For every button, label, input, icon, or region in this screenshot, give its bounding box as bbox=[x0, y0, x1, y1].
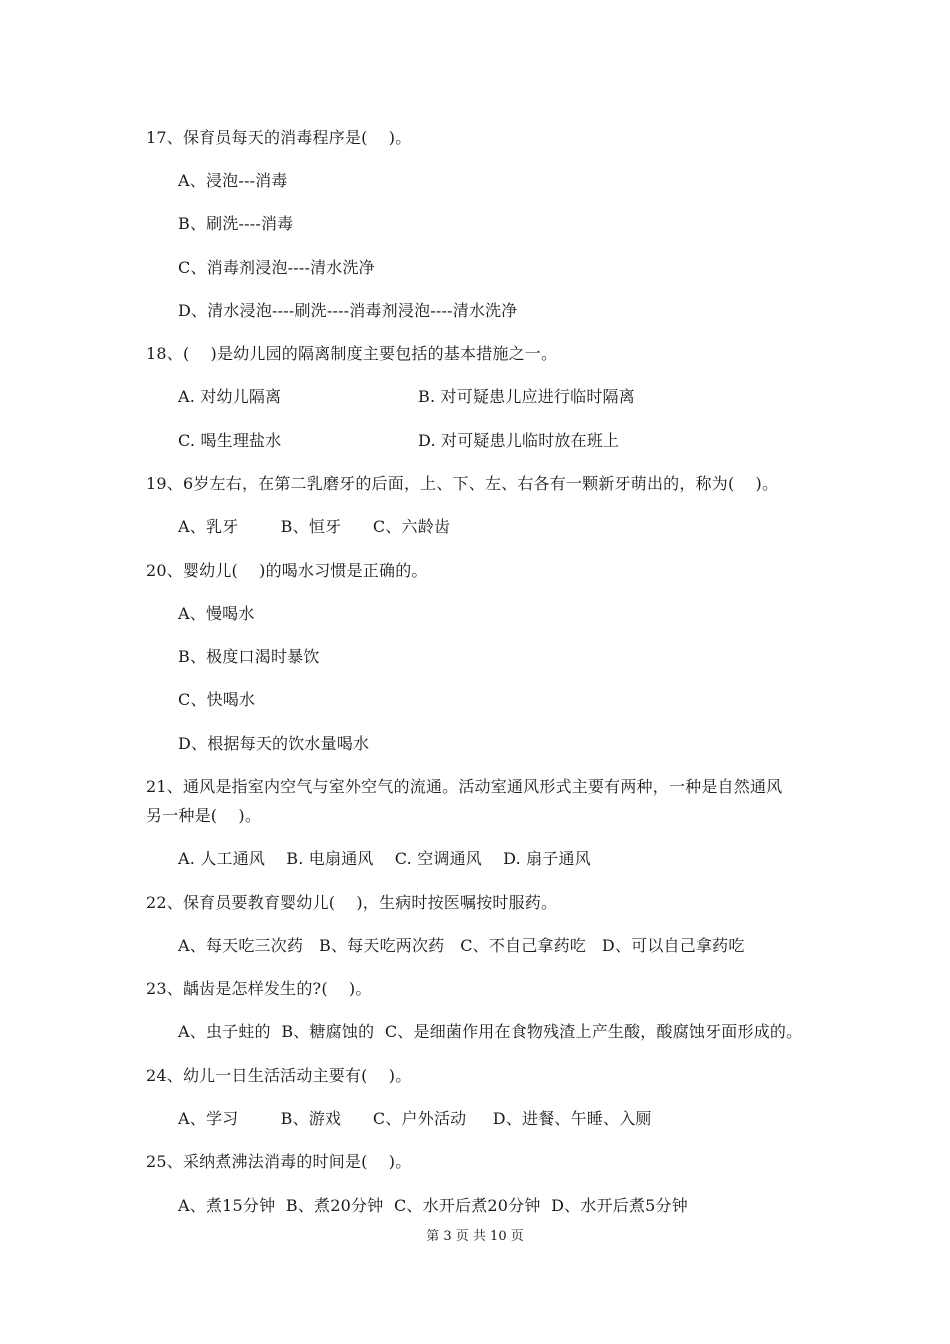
question-18-option-b: B. 对可疑患儿应进行临时隔离 bbox=[418, 387, 635, 406]
question-18-option-d: D. 对可疑患儿临时放在班上 bbox=[418, 431, 620, 450]
question-25-stem: 25、采纳煮沸法消毒的时间是( )。 bbox=[146, 1152, 412, 1171]
question-18-option-c: C. 喝生理盐水 bbox=[178, 431, 282, 450]
question-20-option-b: B、极度口渴时暴饮 bbox=[178, 647, 320, 666]
question-20-option-c: C、快喝水 bbox=[178, 690, 256, 709]
question-22-stem: 22、保育员要教育婴幼儿( )，生病时按医嘱按时服药。 bbox=[146, 893, 558, 912]
question-20-option-d: D、根据每天的饮水量喝水 bbox=[178, 734, 370, 753]
question-17-option-c: C、消毒剂浸泡----清水洗净 bbox=[178, 258, 375, 277]
question-19-stem: 19、6岁左右，在第二乳磨牙的后面，上、下、左、右各有一颗新牙萌出的，称为( )。 bbox=[146, 474, 779, 493]
question-24-stem: 24、幼儿一日生活活动主要有( )。 bbox=[146, 1066, 412, 1085]
question-25-options: A、煮15分钟 B、煮20分钟 C、水开后煮20分钟 D、水开后煮5分钟 bbox=[178, 1196, 688, 1215]
question-17-option-a: A、浸泡---消毒 bbox=[178, 171, 288, 190]
question-20-option-a: A、慢喝水 bbox=[178, 604, 255, 623]
question-21-stem-line-1: 21、通风是指室内空气与室外空气的流通。活动室通风形式主要有两种，一种是自然通风 bbox=[146, 777, 783, 796]
question-19-options: A、乳牙 B、恒牙 C、六龄齿 bbox=[178, 517, 451, 536]
question-17-stem: 17、保育员每天的消毒程序是( )。 bbox=[146, 128, 412, 147]
question-18-stem: 18、( )是幼儿园的隔离制度主要包括的基本措施之一。 bbox=[146, 344, 558, 363]
question-20-stem: 20、婴幼儿( )的喝水习惯是正确的。 bbox=[146, 561, 428, 580]
question-17-option-b: B、刷洗----消毒 bbox=[178, 214, 294, 233]
question-22-options: A、每天吃三次药 B、每天吃两次药 C、不自己拿药吃 D、可以自己拿药吃 bbox=[178, 936, 745, 955]
page-footer: 第 3 页 共 10 页 bbox=[426, 1229, 524, 1244]
question-21-stem-line-2: 另一种是( )。 bbox=[146, 806, 262, 825]
question-17-option-d: D、清水浸泡----刷洗----消毒剂浸泡----清水洗净 bbox=[178, 301, 518, 320]
question-23-options: A、虫子蛀的 B、糖腐蚀的 C、是细菌作用在食物残渣上产生酸，酸腐蚀牙面形成的。 bbox=[178, 1022, 803, 1041]
question-24-options: A、学习 B、游戏 C、户外活动 D、进餐、午睡、入厕 bbox=[178, 1109, 652, 1128]
question-18-option-a: A. 对幼儿隔离 bbox=[178, 387, 282, 406]
question-21-options: A. 人工通风 B. 电扇通风 C. 空调通风 D. 扇子通风 bbox=[178, 849, 591, 868]
question-23-stem: 23、龋齿是怎样发生的?( )。 bbox=[146, 979, 372, 998]
